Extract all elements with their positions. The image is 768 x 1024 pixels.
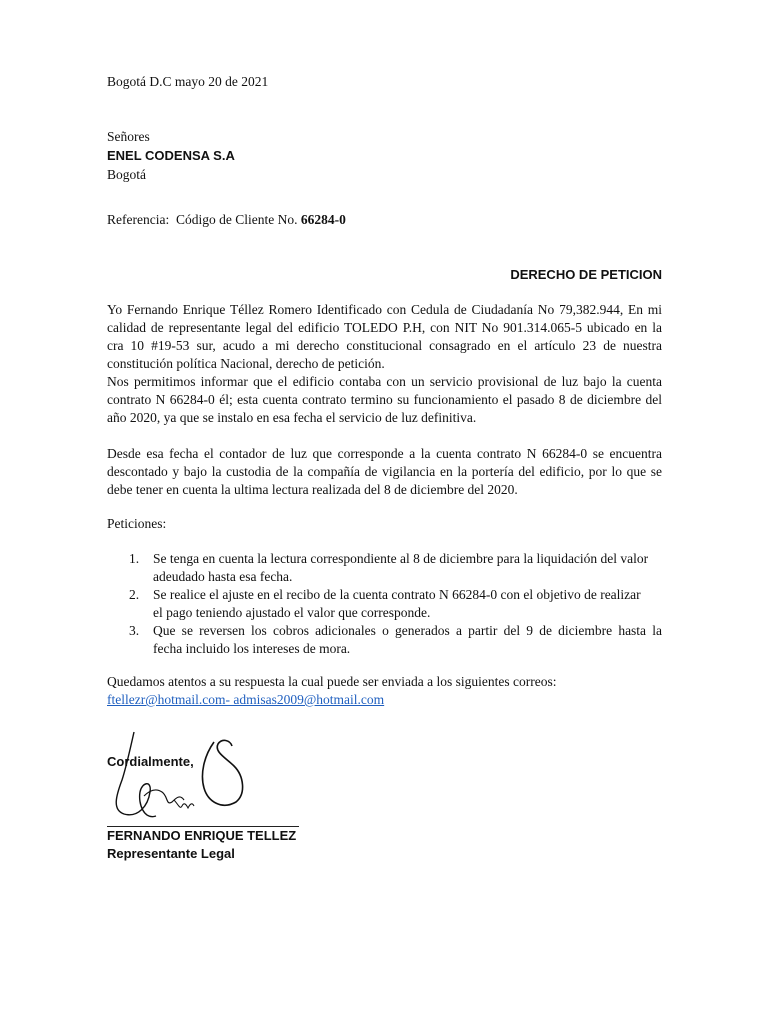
- email-link[interactable]: ftellezr@hotmail.com- admisas2009@hotmail.com: [107, 692, 385, 707]
- handwritten-signature: [104, 730, 304, 830]
- petition-number: 1.: [129, 551, 140, 566]
- recipient-salutation: Señores: [107, 129, 150, 144]
- paragraph-line: descontado y bajo la custodia de la compañía de vigilancia en la portería del edificio, por lo que se: [107, 464, 662, 479]
- recipient-company: ENEL CODENSA S.A: [107, 148, 235, 163]
- petition-line: fecha incluido los intereses de mora.: [153, 641, 351, 656]
- petitions-heading: Peticiones:: [107, 516, 167, 531]
- reference-number: 66284-0: [300, 212, 346, 227]
- signer-name: FERNANDO ENRIQUE TELLEZ: [107, 828, 297, 843]
- sign-off: Cordialmente,: [107, 754, 194, 769]
- paragraph-line: calidad de representante legal del edificio TOLEDO P.H, con NIT No 901.314.065-5 ubicado en la: [107, 320, 662, 335]
- paragraph-line: Yo Fernando Enrique Téllez Romero Identificado con Cedula de Ciudadanía No 79,382.944, En mi: [107, 302, 662, 317]
- paragraph-line: cra 10 #19-53 sur, acudo a mi derecho constitucional consagrado en el artículo 23 de nuestra: [107, 338, 662, 353]
- paragraph-line: año 2020, ya que se instalo en esa fecha el servicio de luz definitiva.: [107, 410, 477, 425]
- reference-text: Código de Cliente No.: [175, 212, 298, 227]
- subject-heading: DERECHO DE PETICION: [510, 267, 662, 282]
- petitions-list: [107, 550, 662, 658]
- petition-number: 3.: [129, 623, 140, 638]
- paragraph-2: [107, 445, 662, 499]
- petition-line: Se tenga en cuenta la lectura correspondiente al 8 de diciembre para la liquidación del valor: [153, 551, 649, 566]
- email-links: [107, 691, 662, 709]
- date-line: Bogotá D.C mayo 20 de 2021: [107, 74, 269, 89]
- reference-label: Referencia:: [107, 212, 170, 227]
- paragraph-line: Nos permitimos informar que el edificio contaba con un servicio provisional de luz bajo la cuenta: [107, 374, 662, 389]
- petition-line: Que se reversen los cobros adicionales o generados a partir del 9 de diciembre hasta la: [153, 623, 662, 638]
- paragraph-line: constitución política Nacional, derecho de petición.: [107, 356, 385, 371]
- petition-item: [107, 586, 662, 622]
- petition-line: adeudado hasta esa fecha.: [153, 569, 293, 584]
- signer-title: Representante Legal: [107, 846, 235, 861]
- paragraph-1: [107, 301, 662, 427]
- paragraph-line: debe tener en cuenta la ultima lectura realizada del 8 de diciembre del 2020.: [107, 482, 518, 497]
- petition-item: [107, 550, 662, 586]
- petition-line: Se realice el ajuste en el recibo de la cuenta contrato N 66284-0 con el objetivo de realizar: [153, 587, 641, 602]
- paragraph-line: contrato N 66284-0 él; esta cuenta contrato termino su funcionamiento el pasado 8 de diciembre del: [107, 392, 662, 407]
- closing-text: Quedamos atentos a su respuesta la cual puede ser enviada a los siguientes correos:: [107, 674, 557, 689]
- petition-number: 2.: [129, 587, 140, 602]
- paragraph-line: Desde esa fecha el contador de luz que corresponde a la cuenta contrato N 66284-0 se encuentra: [107, 446, 662, 461]
- reference-line: [107, 211, 662, 229]
- petition-item: [107, 622, 662, 658]
- recipient-city: Bogotá: [107, 167, 146, 182]
- petition-line: el pago teniendo ajustado el valor que corresponde.: [153, 605, 431, 620]
